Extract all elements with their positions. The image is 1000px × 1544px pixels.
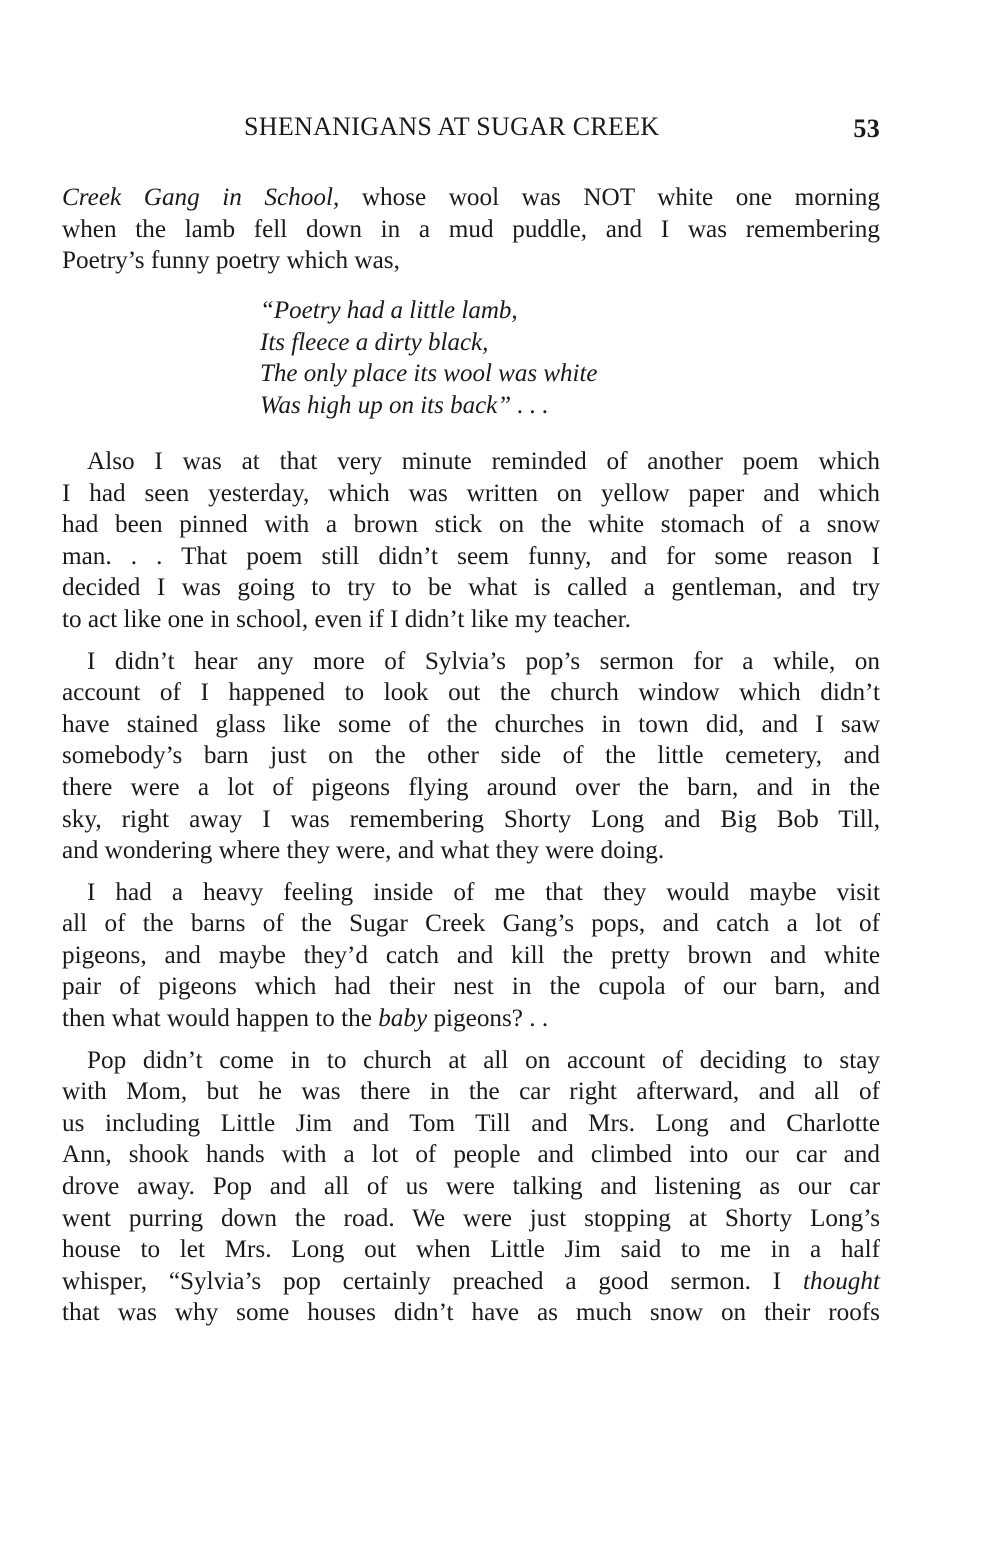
- text-line: I had a heavy feeling inside of me that they would maybe visit: [87, 878, 880, 906]
- text-line: pair of pigeons which had their nest in the cupola of our barn, and: [62, 973, 880, 1001]
- text-span: then what would happen to the: [62, 1005, 379, 1033]
- text-line: there were a lot of pigeons flying around over the barn, and in the: [62, 773, 880, 801]
- emphasis-italic: baby: [378, 1005, 428, 1033]
- text-line: I didn’t hear any more of Sylvia’s pop’s sermon for a while, on: [87, 647, 880, 675]
- text-line: decided I was going to try to be what is called a gentleman, and try: [62, 574, 880, 602]
- paragraph-2: [62, 446, 880, 636]
- text-line: account of I happened to look out the church window which didn’t: [62, 679, 880, 707]
- text-line: have stained glass like some of the churches in town did, and I saw: [62, 710, 880, 738]
- text-line: that was why some houses didn’t have as much snow on their roofs: [62, 1299, 880, 1327]
- emphasis-italic: thought: [803, 1267, 880, 1295]
- book-page: [62, 112, 880, 1329]
- text-line: all of the barns of the Sugar Creek Gang’s pops, and catch a lot of: [62, 910, 880, 938]
- text-line: house to let Mrs. Long out when Little Jim said to me in a half: [62, 1236, 880, 1264]
- paragraph-3: [62, 646, 880, 867]
- paragraph-1: [62, 182, 880, 277]
- text-line: sky, right away I was remembering Shorty Long and Big Bob Till,: [62, 805, 880, 833]
- text-line: and wondering where they were, and what they were doing.: [62, 837, 665, 865]
- text-line: went purring down the road. We were just stopping at Shorty Long’s: [62, 1204, 880, 1232]
- paragraph-4: [62, 877, 880, 1035]
- text-line: us including Little Jim and Tom Till and Mrs. Long and Charlotte: [62, 1109, 880, 1137]
- running-head: [62, 112, 880, 152]
- book-title-italic: Creek Gang in School,: [62, 184, 340, 211]
- text-line: had been pinned with a brown stick on the white stomach of a snow: [62, 511, 880, 539]
- page-number: 53: [853, 114, 880, 143]
- text-line: I had seen yesterday, which was written on yellow paper and which: [62, 479, 880, 507]
- poem-block: [260, 295, 880, 422]
- text-line: pigeons, and maybe they’d catch and kill the pretty brown and white: [62, 941, 880, 969]
- text-line: [62, 182, 880, 214]
- text-line: with Mom, but he was there in the car right afterward, and all of: [62, 1078, 880, 1106]
- text-line: Pop didn’t come in to church at all on account of deciding to stay: [87, 1046, 880, 1074]
- poem-line: “Poetry had a little lamb,: [260, 296, 518, 324]
- text-line: Poetry’s funny poetry which was,: [62, 247, 400, 275]
- text-line: drove away. Pop and all of us were talking and listening as our car: [62, 1173, 880, 1201]
- text-span: whisper, “Sylvia’s pop certainly preached a good sermon. I: [62, 1267, 804, 1295]
- text-line: Ann, shook hands with a lot of people and climbed into our car and: [62, 1141, 880, 1169]
- paragraph-5: [62, 1045, 880, 1329]
- text-line: man. . . That poem still didn’t seem funny, and for some reason I: [62, 542, 880, 570]
- text-line: [62, 1003, 880, 1035]
- poem-line: Was high up on its back” . . .: [260, 392, 549, 420]
- text-line: Also I was at that very minute reminded of another poem which: [87, 447, 880, 475]
- poem-line: The only place its wool was white: [260, 360, 598, 388]
- text-line: to act like one in school, even if I didn’t like my teacher.: [62, 605, 631, 633]
- text-line: [62, 1266, 880, 1298]
- text-span: pigeons? . .: [427, 1005, 549, 1033]
- running-title: SHENANIGANS AT SUGAR CREEK: [244, 112, 660, 141]
- poem-line: Its fleece a dirty black,: [260, 328, 489, 356]
- text-line: when the lamb fell down in a mud puddle, and I was remembering: [62, 215, 880, 243]
- text-line: somebody’s barn just on the other side of the little cemetery, and: [62, 742, 880, 770]
- text-span: whose wool was NOT white one morning: [339, 184, 880, 211]
